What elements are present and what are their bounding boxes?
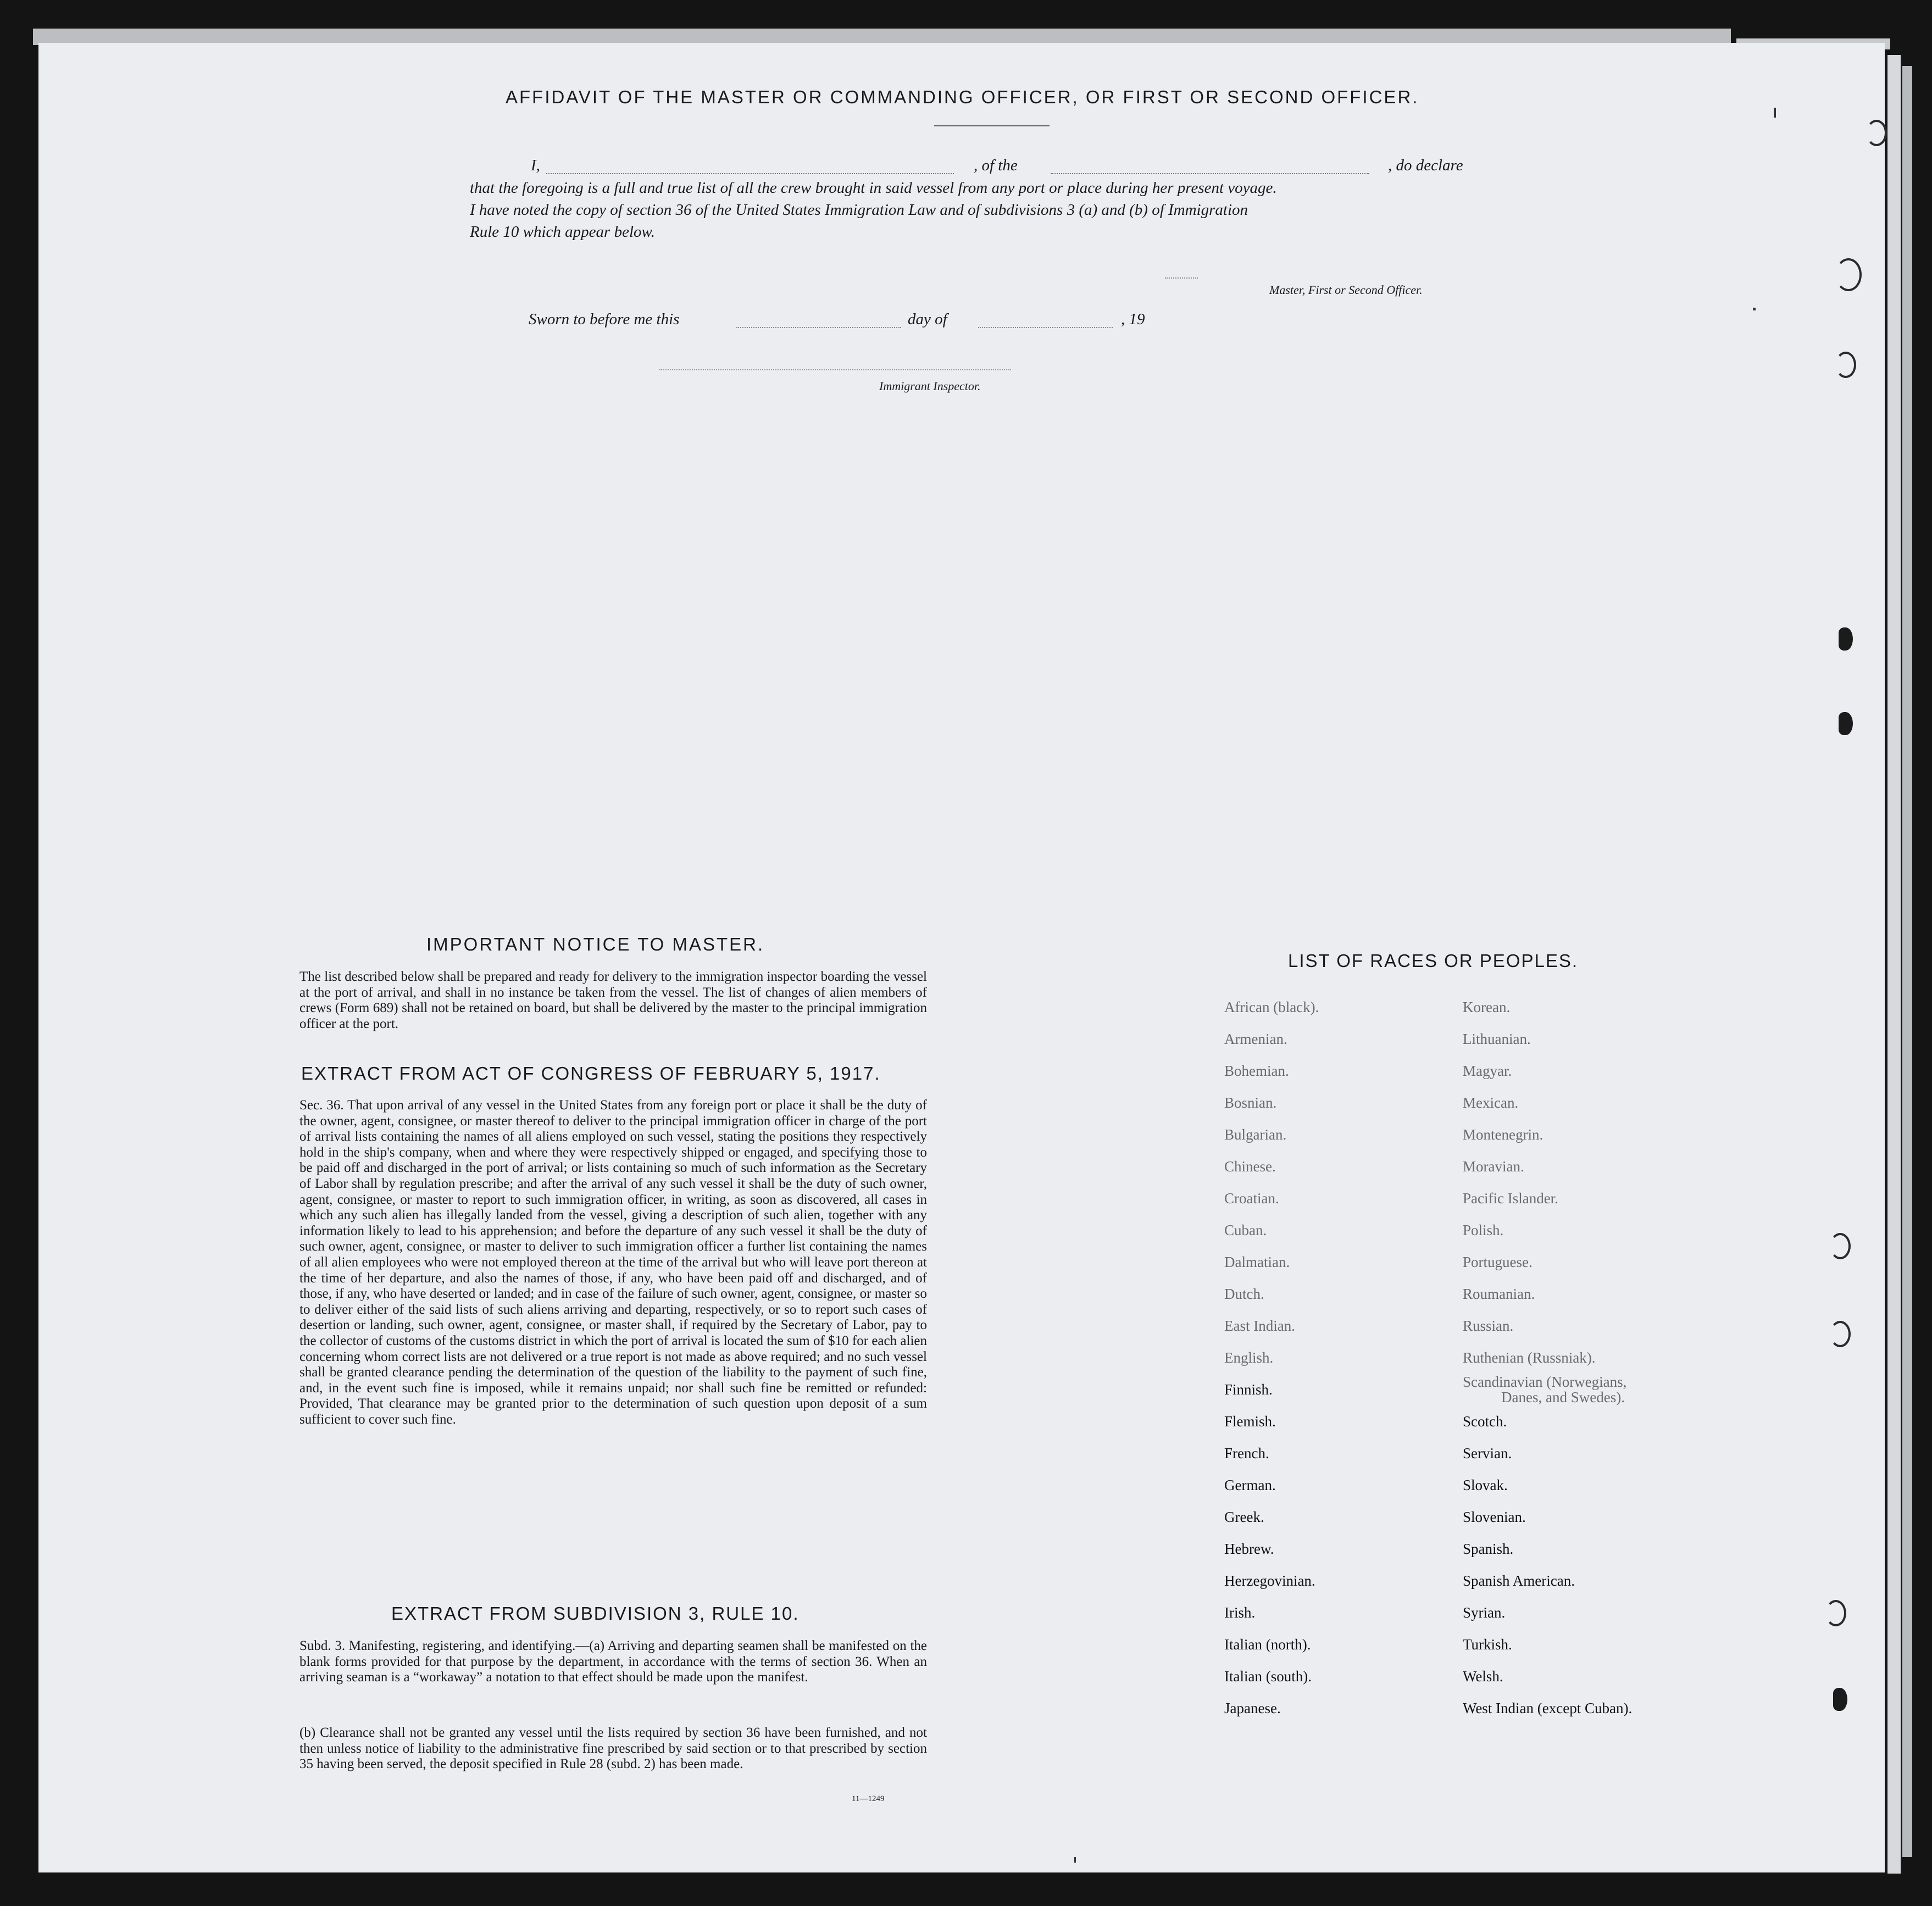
race-item: Roumanian. — [1463, 1286, 1535, 1302]
vessel-blank[interactable] — [1051, 173, 1369, 174]
race-item: Greek. — [1224, 1509, 1264, 1525]
race-item: Ruthenian (Russniak). — [1463, 1349, 1596, 1366]
race-item: Magyar. — [1463, 1063, 1512, 1079]
race-item: Scotch. — [1463, 1413, 1507, 1430]
race-item: Mexican. — [1463, 1094, 1519, 1111]
race-item: Flemish. — [1224, 1413, 1276, 1430]
inspector-signature-blank[interactable] — [659, 369, 1011, 370]
race-item: Scandinavian (Norwegians, — [1463, 1374, 1627, 1390]
race-item: Italian (north). — [1224, 1636, 1311, 1653]
title-rule — [934, 125, 1050, 126]
ink-mark — [1774, 108, 1776, 118]
sworn-month-blank[interactable] — [978, 327, 1113, 328]
inspector-label: Immigrant Inspector. — [879, 379, 981, 393]
act-extract-text: Sec. 36. That upon arrival of any vessel in the United States from any foreign port or place it shall be the duty of the owner, agent, consignee, or master thereof to deliver to the principal immigration officer in charge of the port of arrival lists containing the names of all aliens employed on such vessel, stating the positions they respectively hold in the ship's company, when and where they were respectively shipped or engaged, and specifying those to be paid off and discharged in the port of arrival; or lists containing so much of such information as the Secretary of Labor shall by regulation prescribe; and after the arrival of any such vessel it shall be the duty of such owner, agent, consignee, or master to report to such immigration officer, in writing, as soon as discovered, all cases in which any such alien has illegally landed from the vessel, giving a description of such alien, together with any information likely to lead to his apprehension; and before the departure of any such vessel it shall be the duty of such owner, agent, consignee, or master to deliver to such immigration officer a further list containing the names of all alien employees who were not employed thereon at the time of the arrival but who will leave port thereon at the time of her departure, and also the names of those, if any, who have been paid off and discharged, and of those, if any, who have deserted or landed; and in case of the failure of such owner, agent, consignee, or master so to deliver either of the said lists of such aliens arriving and departing, respectively, or so to report such cases of desertion or landing, such owner, agent, consignee, or master shall, if required by the Secretary of Labor, pay to the collector of customs of the customs district in which the port of arrival is located the sum of $10 for each alien concerning whom correct lists are not delivered or a true report is not made as above required; and no such vessel shall be granted clearance pending the determination of the question of the liability to the payment of such fine, and, in the event such fine is imposed, while it remains unpaid; nor shall such fine be remitted or refunded: Provided, That clearance may be granted prior to the determination of such question upon deposit of a sum sufficient to cover such fine. — [299, 1098, 927, 1427]
race-item: Chinese. — [1224, 1158, 1276, 1175]
binder-hole — [1839, 712, 1853, 735]
binder-hole — [1825, 1600, 1846, 1626]
act-extract-title: EXTRACT FROM ACT OF CONGRESS OF FEBRUARY 5, 1917. — [301, 1063, 881, 1083]
binder-hole — [1835, 258, 1862, 291]
race-item: Danes, and Swedes). — [1501, 1389, 1625, 1405]
race-item: Armenian. — [1224, 1031, 1287, 1047]
race-item: Polish. — [1463, 1222, 1504, 1238]
affidavit-declaration-line — [531, 157, 1512, 179]
notice-text: The list described below shall be prepared and ready for delivery to the immigration inspector boarding the vessel at the port of arrival, and shall in no instance be taken from the vessel. The list of changes of alien members of crews (Form 689) shall not be retained on board, but shall be delivered by the master to the principal immigration officer at the port. — [299, 969, 927, 1031]
race-item: Lithuanian. — [1463, 1031, 1531, 1047]
signature-blank[interactable] — [1165, 277, 1198, 279]
race-item: Bohemian. — [1224, 1063, 1289, 1079]
race-item: Syrian. — [1463, 1604, 1506, 1621]
name-blank[interactable] — [546, 173, 954, 174]
race-item: Hebrew. — [1224, 1541, 1274, 1557]
of-the-label: , of the — [974, 157, 1018, 174]
day-of-label: day of — [908, 310, 947, 328]
affidavit-title: AFFIDAVIT OF THE MASTER OR COMMANDING OFFICER, OR FIRST OR SECOND OFFICER. — [506, 87, 1419, 107]
race-item: Herzegovinian. — [1224, 1572, 1315, 1589]
year-label: , 19 — [1121, 310, 1145, 328]
rule-extract-title: EXTRACT FROM SUBDIVISION 3, RULE 10. — [391, 1603, 800, 1624]
race-item: Finnish. — [1224, 1381, 1273, 1398]
binder-hole — [1830, 1233, 1851, 1259]
binder-hole — [1833, 1688, 1847, 1711]
page-edge-right — [1887, 55, 1901, 1874]
do-declare-label: , do declare — [1388, 157, 1463, 174]
binder-hole — [1830, 1321, 1851, 1347]
signature-label: Master, First or Second Officer. — [1269, 283, 1423, 297]
races-title: LIST OF RACES OR PEOPLES. — [1288, 951, 1579, 971]
race-item: East Indian. — [1224, 1318, 1295, 1334]
race-item: Spanish. — [1463, 1541, 1514, 1557]
sworn-label: Sworn to before me this — [529, 310, 680, 328]
race-item: Croatian. — [1224, 1190, 1279, 1207]
subdivision-a-text: Subd. 3. Manifesting, registering, and identifying.—(a) Arriving and departing seamen shall be manifested on the blank forms provided for that purpose by the department, in accordance with the terms of section 36. When an arriving seaman is a “workaway” a notation to that effect should be made upon the manifest. — [299, 1638, 927, 1685]
race-item: Cuban. — [1224, 1222, 1267, 1238]
affidavit-line: that the foregoing is a full and true list of all the crew brought in said vessel from any port or place during her present voyage. — [470, 179, 1277, 197]
form-sheet — [38, 43, 1885, 1872]
race-item: French. — [1224, 1445, 1269, 1462]
race-item: West Indian (except Cuban). — [1463, 1700, 1633, 1716]
race-item: Pacific Islander. — [1463, 1190, 1558, 1207]
race-item: Moravian. — [1463, 1158, 1524, 1175]
race-item: Korean. — [1463, 999, 1511, 1015]
race-item: Turkish. — [1463, 1636, 1512, 1653]
binder-hole — [1866, 120, 1887, 146]
binder-hole — [1839, 627, 1853, 651]
ink-mark — [1753, 308, 1756, 310]
affidavit-line: Rule 10 which appear below. — [470, 223, 655, 241]
binder-hole — [1835, 352, 1856, 378]
race-item: Dalmatian. — [1224, 1254, 1290, 1270]
race-item: Slovenian. — [1463, 1509, 1526, 1525]
race-item: Japanese. — [1224, 1700, 1281, 1716]
race-item: Portuguese. — [1463, 1254, 1533, 1270]
notice-title: IMPORTANT NOTICE TO MASTER. — [426, 934, 765, 954]
race-item: Bulgarian. — [1224, 1126, 1287, 1143]
race-item: Dutch. — [1224, 1286, 1264, 1302]
race-item: English. — [1224, 1349, 1274, 1366]
i-label: I, — [531, 157, 540, 174]
page-edge-right-back — [1902, 66, 1912, 1857]
race-item: Montenegrin. — [1463, 1126, 1544, 1143]
race-item: Irish. — [1224, 1604, 1256, 1621]
race-item: African (black). — [1224, 999, 1319, 1015]
sworn-day-blank[interactable] — [736, 327, 901, 328]
ink-mark — [1074, 1857, 1076, 1863]
race-item: Spanish American. — [1463, 1572, 1575, 1589]
race-item: Welsh. — [1463, 1668, 1503, 1685]
race-item: German. — [1224, 1477, 1276, 1493]
race-item: Slovak. — [1463, 1477, 1508, 1493]
race-item: Bosnian. — [1224, 1094, 1277, 1111]
race-item: Servian. — [1463, 1445, 1512, 1462]
race-item: Italian (south). — [1224, 1668, 1312, 1685]
race-item: Russian. — [1463, 1318, 1514, 1334]
subdivision-b-text: (b) Clearance shall not be granted any vessel until the lists required by section 36 have been furnished, and not then unless notice of liability to the administrative fine prescribed by said section or to that prescribed by section 35 having been served, the deposit specified in Rule 28 (subd. 2) has been made. — [299, 1725, 927, 1772]
form-number: 11—1249 — [852, 1794, 885, 1803]
affidavit-text — [470, 177, 1514, 243]
affidavit-line: I have noted the copy of section 36 of the United States Immigration Law and of subdivisions 3 (a) and (b) of Immigration — [470, 201, 1248, 219]
